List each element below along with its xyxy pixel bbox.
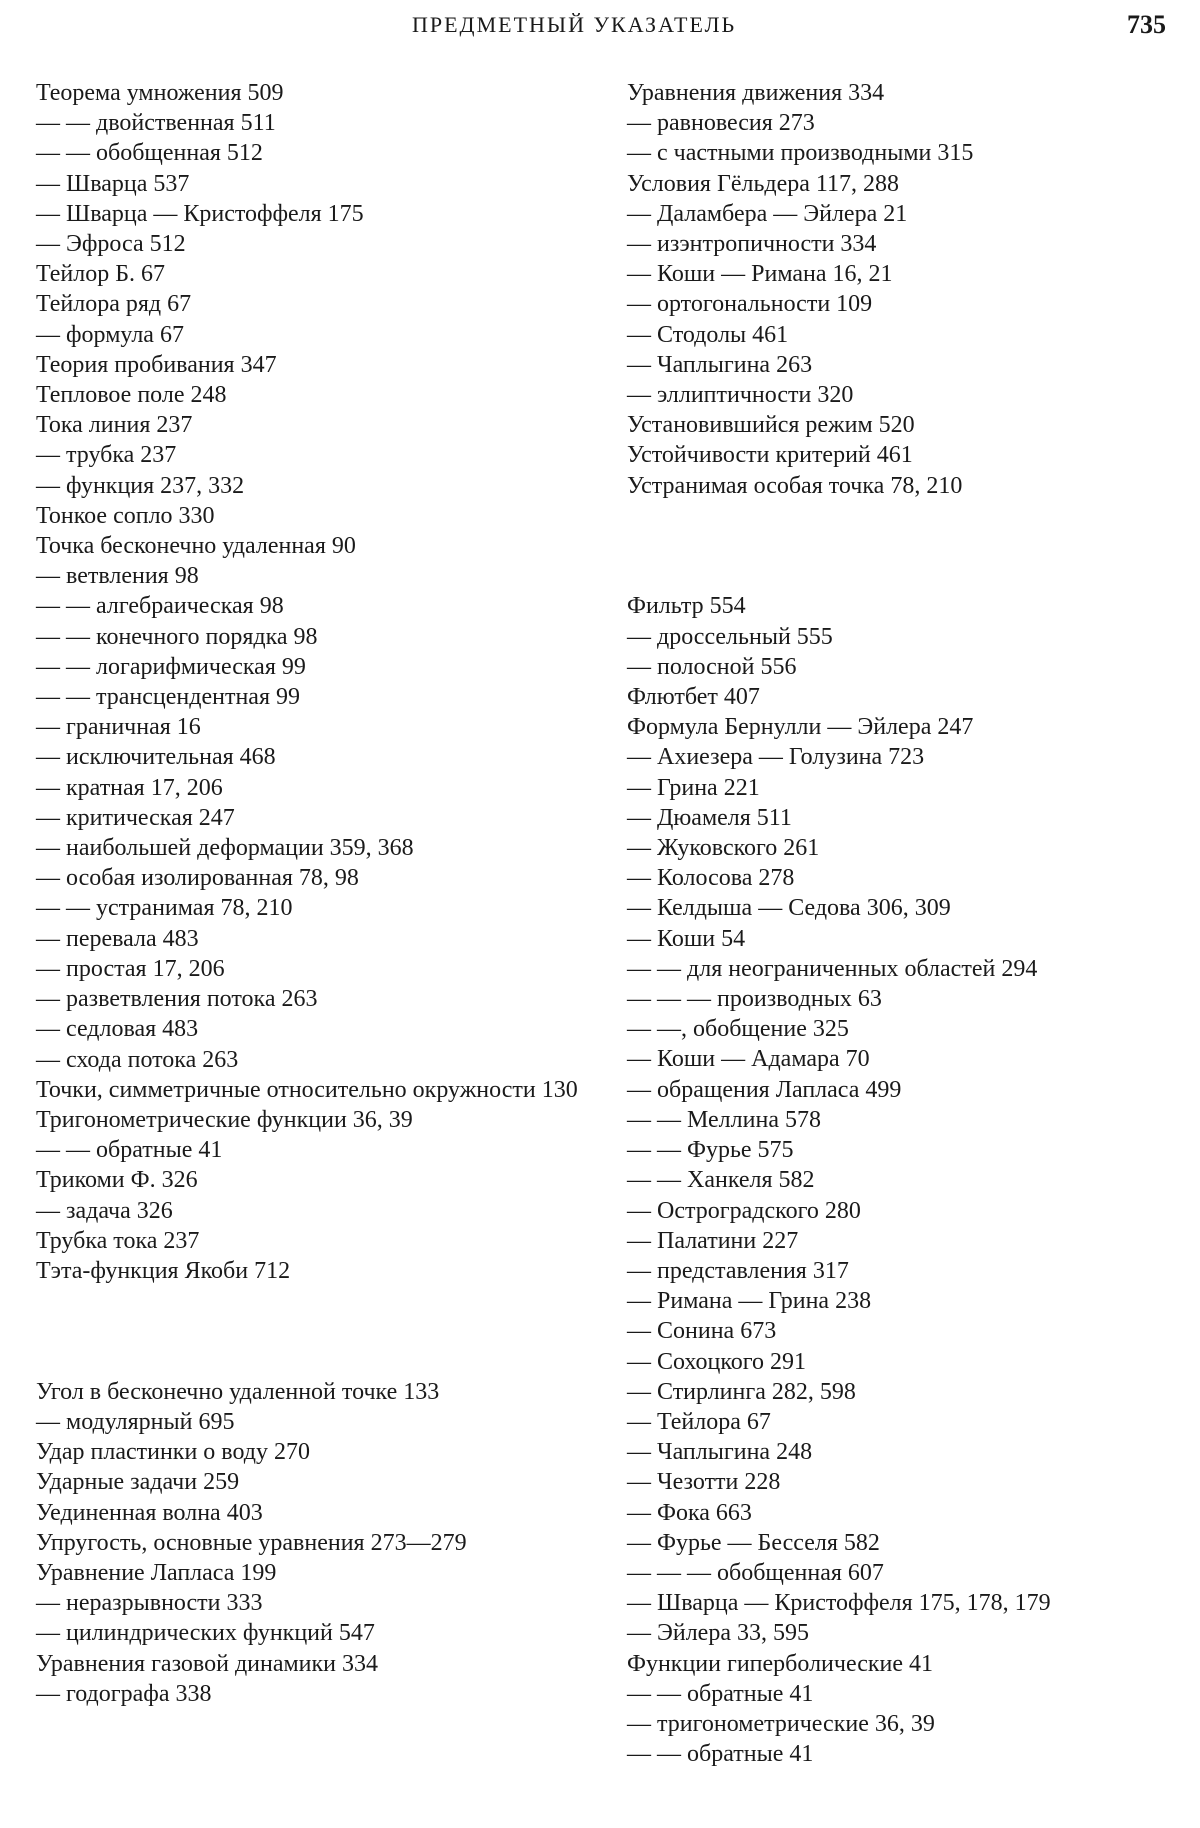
index-entry: — изэнтропичности 334 <box>627 231 877 258</box>
index-entry: Тэта-функция Якоби 712 <box>36 1257 291 1284</box>
index-entry: — — алгебраическая 98 <box>36 593 284 620</box>
running-head <box>0 12 1200 52</box>
index-entry: — — устранимая 78, 210 <box>36 895 293 922</box>
letter-group-gap <box>627 501 1172 592</box>
index-entry: — Колосова 278 <box>627 865 795 892</box>
index-entry: Тригонометрические функции 36, 39 <box>36 1106 413 1133</box>
index-entry: Трикоми Ф. 326 <box>36 1167 198 1194</box>
index-entry: — — Меллина 578 <box>627 1106 821 1133</box>
index-entry: — — Ханкеля 582 <box>627 1167 815 1194</box>
index-entry: — схода потока 263 <box>36 1046 239 1073</box>
index-entry: — — обратные 41 <box>627 1741 814 1768</box>
index-entry: Трубка тока 237 <box>36 1227 200 1254</box>
index-entry: — — — обобщенная 607 <box>627 1559 884 1586</box>
index-entry: — — обратные 41 <box>36 1137 223 1164</box>
index-entry: Теория пробивания 347 <box>36 351 277 378</box>
index-entry: Упругость, основные уравнения 273—279 <box>36 1529 467 1556</box>
index-entry: — модулярный 695 <box>36 1408 235 1435</box>
index-entry: Удар пластинки о воду 270 <box>36 1439 310 1466</box>
index-entry: — Чезотти 228 <box>627 1469 781 1496</box>
index-entry: — эллиптичности 320 <box>627 382 854 409</box>
index-entry: Уравнение Лапласа 199 <box>36 1559 277 1586</box>
index-entry: — простая 17, 206 <box>36 955 225 982</box>
index-entry: — Чаплыгина 263 <box>627 351 813 378</box>
index-entry: Точка бесконечно удаленная 90 <box>36 533 356 560</box>
index-entry: — Шварца — Кристоффеля 175 <box>36 200 364 227</box>
index-entry: — Стирлинга 282, 598 <box>627 1378 856 1405</box>
index-entry: — Фока 663 <box>627 1499 752 1526</box>
index-entry: — — Фурье 575 <box>627 1137 794 1164</box>
index-entry: Угол в бесконечно удаленной точке 133 <box>36 1378 440 1405</box>
index-entry: — седловая 483 <box>36 1016 199 1043</box>
index-entry: — с частными производными 315 <box>627 140 974 167</box>
index-entry: Ударные задачи 259 <box>36 1469 240 1496</box>
index-entry: — Шварца 537 <box>36 170 190 197</box>
index-entry: Уравнения движения 334 <box>627 80 885 106</box>
index-entry: — Чаплыгина 248 <box>627 1439 813 1466</box>
index-entry: Устранимая особая точка 78, 210 <box>627 472 963 499</box>
index-entry: — разветвления потока 263 <box>36 986 318 1013</box>
index-entry: Флютбет 407 <box>627 684 760 711</box>
index-entry: Тейлор Б. 67 <box>36 261 165 288</box>
index-entry: — Коши — Адамара 70 <box>627 1046 870 1073</box>
index-entry: — ортогональности 109 <box>627 291 873 318</box>
index-entry: — Дюамеля 511 <box>627 804 792 831</box>
index-entry: — Ахиезера — Голузина 723 <box>627 744 925 771</box>
index-entry: — трубка 237 <box>36 442 177 469</box>
page-number: 735 <box>1127 10 1166 39</box>
index-entry: — Сонина 673 <box>627 1318 777 1345</box>
index-entry: Формула Бернулли — Эйлера 247 <box>627 714 974 741</box>
index-entry: — граничная 16 <box>36 714 201 741</box>
index-entry: Условия Гёльдера 117, 288 <box>627 170 900 197</box>
index-entry: — наибольшей деформации 359, 368 <box>36 835 414 862</box>
index-entry: — Жуковского 261 <box>627 835 820 862</box>
index-entry: Уравнения газовой динамики 334 <box>36 1650 379 1677</box>
index-entry: Уединенная волна 403 <box>36 1499 263 1526</box>
index-entry: — кратная 17, 206 <box>36 774 223 801</box>
index-entry: — Шварца — Кристоффеля 175, 178, 179 <box>627 1590 1051 1617</box>
index-entry: — Эфроса 512 <box>36 231 186 258</box>
index-entry: — — для неограниченных областей 294 <box>627 955 1038 982</box>
index-entry: Установившийся режим 520 <box>627 412 915 439</box>
index-entry: Точки, симметричные относительно окружности 130 <box>36 1076 578 1103</box>
index-entry: — Стодолы 461 <box>627 321 789 348</box>
index-entry: Тока линия 237 <box>36 412 193 439</box>
index-entry: — Грина 221 <box>627 774 760 801</box>
index-entry: — дроссельный 555 <box>627 623 833 650</box>
index-entry: Тепловое поле 248 <box>36 382 227 409</box>
index-entry: — полосной 556 <box>627 653 797 680</box>
index-entry: — особая изолированная 78, 98 <box>36 865 359 892</box>
index-entry: — Коши 54 <box>627 925 746 952</box>
index-entry: — Даламбера — Эйлера 21 <box>627 200 908 227</box>
index-entry: — ветвления 98 <box>36 563 199 590</box>
index-column-left <box>36 78 586 1709</box>
index-entry: — — конечного порядка 98 <box>36 623 318 650</box>
index-entry: — задача 326 <box>36 1197 173 1224</box>
index-entry: — Келдыша — Седова 306, 309 <box>627 895 951 922</box>
index-entry: Фильтр 554 <box>627 593 746 620</box>
index-entry: — Остроградского 280 <box>627 1197 861 1224</box>
index-entry: — годографа 338 <box>36 1680 212 1707</box>
index-entry: — Эйлера 33, 595 <box>627 1620 809 1647</box>
index-entry: — Сохоцкого 291 <box>627 1348 807 1375</box>
index-entry: Тонкое сопло 330 <box>36 502 215 529</box>
index-entry: — равновесия 273 <box>627 110 815 137</box>
running-title: ПРЕДМЕТНЫЙ УКАЗАТЕЛЬ <box>412 12 737 37</box>
letter-group-gap <box>36 1286 586 1377</box>
index-entry: — формула 67 <box>36 321 184 348</box>
index-entry: — — обобщенная 512 <box>36 140 263 167</box>
index-entry: — — трансцендентная 99 <box>36 684 300 711</box>
index-entry: — цилиндрических функций 547 <box>36 1620 375 1647</box>
index-entry: — — логарифмическая 99 <box>36 653 306 680</box>
index-entry: — перевала 483 <box>36 925 199 952</box>
index-entry: — представления 317 <box>627 1257 849 1284</box>
index-entry: Тейлора ряд 67 <box>36 291 192 318</box>
index-entry: — Палатини 227 <box>627 1227 799 1254</box>
index-entry: — тригонометрические 36, 39 <box>627 1710 935 1737</box>
index-entry: — неразрывности 333 <box>36 1590 263 1617</box>
index-entry: — Тейлора 67 <box>627 1408 771 1435</box>
index-entry: — Коши — Римана 16, 21 <box>627 261 893 288</box>
index-entry: — исключительная 468 <box>36 744 276 771</box>
index-entry: — функция 237, 332 <box>36 472 245 499</box>
index-column-right <box>627 78 1172 1769</box>
index-entry: Устойчивости критерий 461 <box>627 442 913 469</box>
index-entry: — — — производных 63 <box>627 986 882 1013</box>
index-entry: — — двойственная 511 <box>36 110 276 137</box>
index-entry: Функции гиперболические 41 <box>627 1650 934 1677</box>
index-entry: — —, обобщение 325 <box>627 1016 849 1043</box>
index-entry: — обращения Лапласа 499 <box>627 1076 902 1103</box>
index-entry: — критическая 247 <box>36 804 235 831</box>
index-entry: Теорема умножения 509 <box>36 80 284 106</box>
index-entry: — — обратные 41 <box>627 1680 814 1707</box>
index-entry: — Фурье — Бесселя 582 <box>627 1529 880 1556</box>
index-entry: — Римана — Грина 238 <box>627 1288 872 1315</box>
